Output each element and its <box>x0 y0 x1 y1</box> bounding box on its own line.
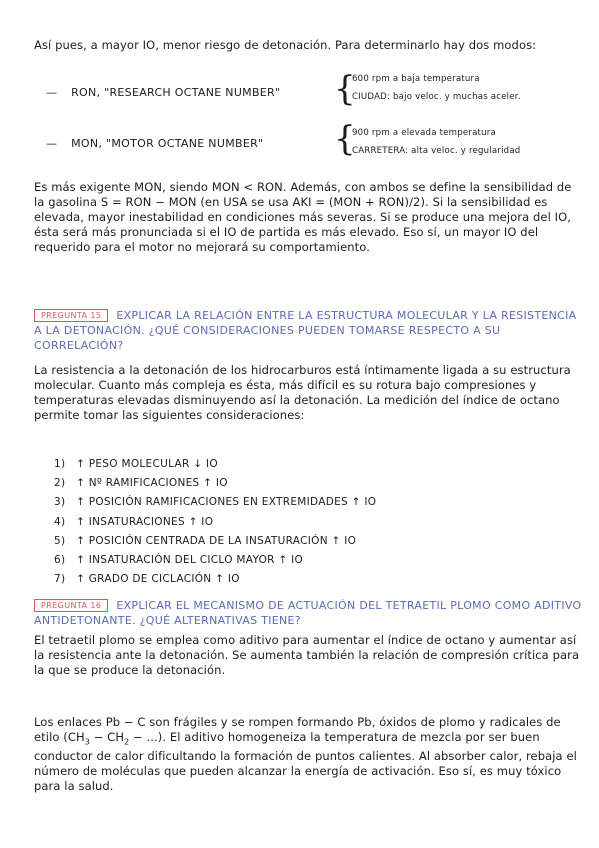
sensitivity-paragraph: Es más exigente MON, siendo MON < RON. Además, con ambos se define la sensibilidad de la gasolina S = RON − MON (en USA se usa AKI = (MON + RON)/2). Si la sensibilidad es elevada, mayor inestabilidad en condiciones más severas. Si se produce una mejora del IO, ésta será más pronunciada si el IO de partida es más elevado. Eso sí, un mayor IO del requerido para el motor no mejorará su comportamiento. <box>34 180 572 254</box>
lead-mechanism-paragraph: Los enlaces Pb − C son frágiles y se rompen formando Pb, óxidos de plomo y radicales de etilo ($CH_3 - CH_2$ − ...). El aditivo homogeneiza la temperatura de mezcla por ser buen conductor de calor dificultando la formación de puntos calientes. Al absorber calor, rebaja el número de moléculas que pueden alcanzar la energía de activación. Eso sí, es muy tóxico para la salud. <box>34 715 577 794</box>
list-item: 1) ↑ PESO MOLECULAR ↓ IO <box>54 458 218 470</box>
mode-mon <box>46 137 263 150</box>
intro-paragraph: Así pues, a mayor IO, menor riesgo de detonación. Para determinarlo hay dos modos: <box>34 38 537 52</box>
question-text: EXPLICAR EL MECANISMO DE ACTUACIÓN DEL TETRAETIL PLOMO COMO ADITIVO ANTIDETONANTE. ¿QUÉ ALTERNATIVAS TIENE? <box>34 599 582 627</box>
question-tag: PREGUNTA 15 <box>34 309 108 322</box>
mode-detail: CARRETERA: alta veloc. y regularidad <box>352 146 521 156</box>
mode-detail: 600 rpm a baja temperatura <box>352 74 480 84</box>
mode-detail: CIUDAD: bajo veloc. y muchas aceler. <box>352 92 521 102</box>
list-item: 6) ↑ INSATURACIÓN DEL CICLO MAYOR ↑ IO <box>54 554 304 567</box>
mode-bullet: — <box>46 137 58 150</box>
list-item: 2) ↑ Nº RAMIFICACIONES ↑ IO <box>54 477 228 490</box>
considerations-list <box>54 455 534 589</box>
mode-detail: 900 rpm a elevada temperatura <box>352 128 496 138</box>
question-text: EXPLICAR LA RELACIÓN ENTRE LA ESTRUCTURA MOLECULAR Y LA RESISTENCIA A LA DETONACIÓN. ¿QUÉ CONSIDERACIONES PUEDEN TOMARSE RESPECTO A SU CORRELACIÓN? <box>34 309 577 352</box>
list-item: 5) ↑ POSICIÓN CENTRADA DE LA INSATURACIÓN ↑ IO <box>54 534 357 547</box>
curly-brace-icon: { <box>334 119 356 159</box>
list-item: 4) ↑ INSATURACIONES ↑ IO <box>54 515 214 528</box>
list-item: 3) ↑ POSICIÓN RAMIFICACIONES EN EXTREMIDADES ↑ IO <box>54 496 377 509</box>
list-item: 7) ↑ GRADO DE CICLACIÓN ↑ IO <box>54 573 240 586</box>
mode-bullet: — <box>46 86 58 99</box>
mode-label: RON, "RESEARCH OCTANE NUMBER" <box>71 86 281 99</box>
curly-brace-icon: { <box>334 69 356 109</box>
answer-16-paragraph: El tetraetil plomo se emplea como aditivo para aumentar el índice de octano y aumentar así la resistencia ante la detonación. Se aumenta también la relación de compresión crítica para la que se produce la detonación. <box>34 633 580 677</box>
mode-ron <box>46 86 280 99</box>
question-tag: PREGUNTA 16 <box>34 599 108 612</box>
question-16 <box>34 598 586 628</box>
question-15 <box>34 308 586 353</box>
answer-15-paragraph: La resistencia a la detonación de los hidrocarburos está íntimamente ligada a su estructura molecular. Cuanto más compleja es ésta, más difícil es su rotura bajo compresiones y temperaturas elevadas disminuyendo así la detonación. La medición del índice de octano permite tomar las siguientes consideraciones: <box>34 363 571 422</box>
mode-label: MON, "MOTOR OCTANE NUMBER" <box>71 137 264 150</box>
